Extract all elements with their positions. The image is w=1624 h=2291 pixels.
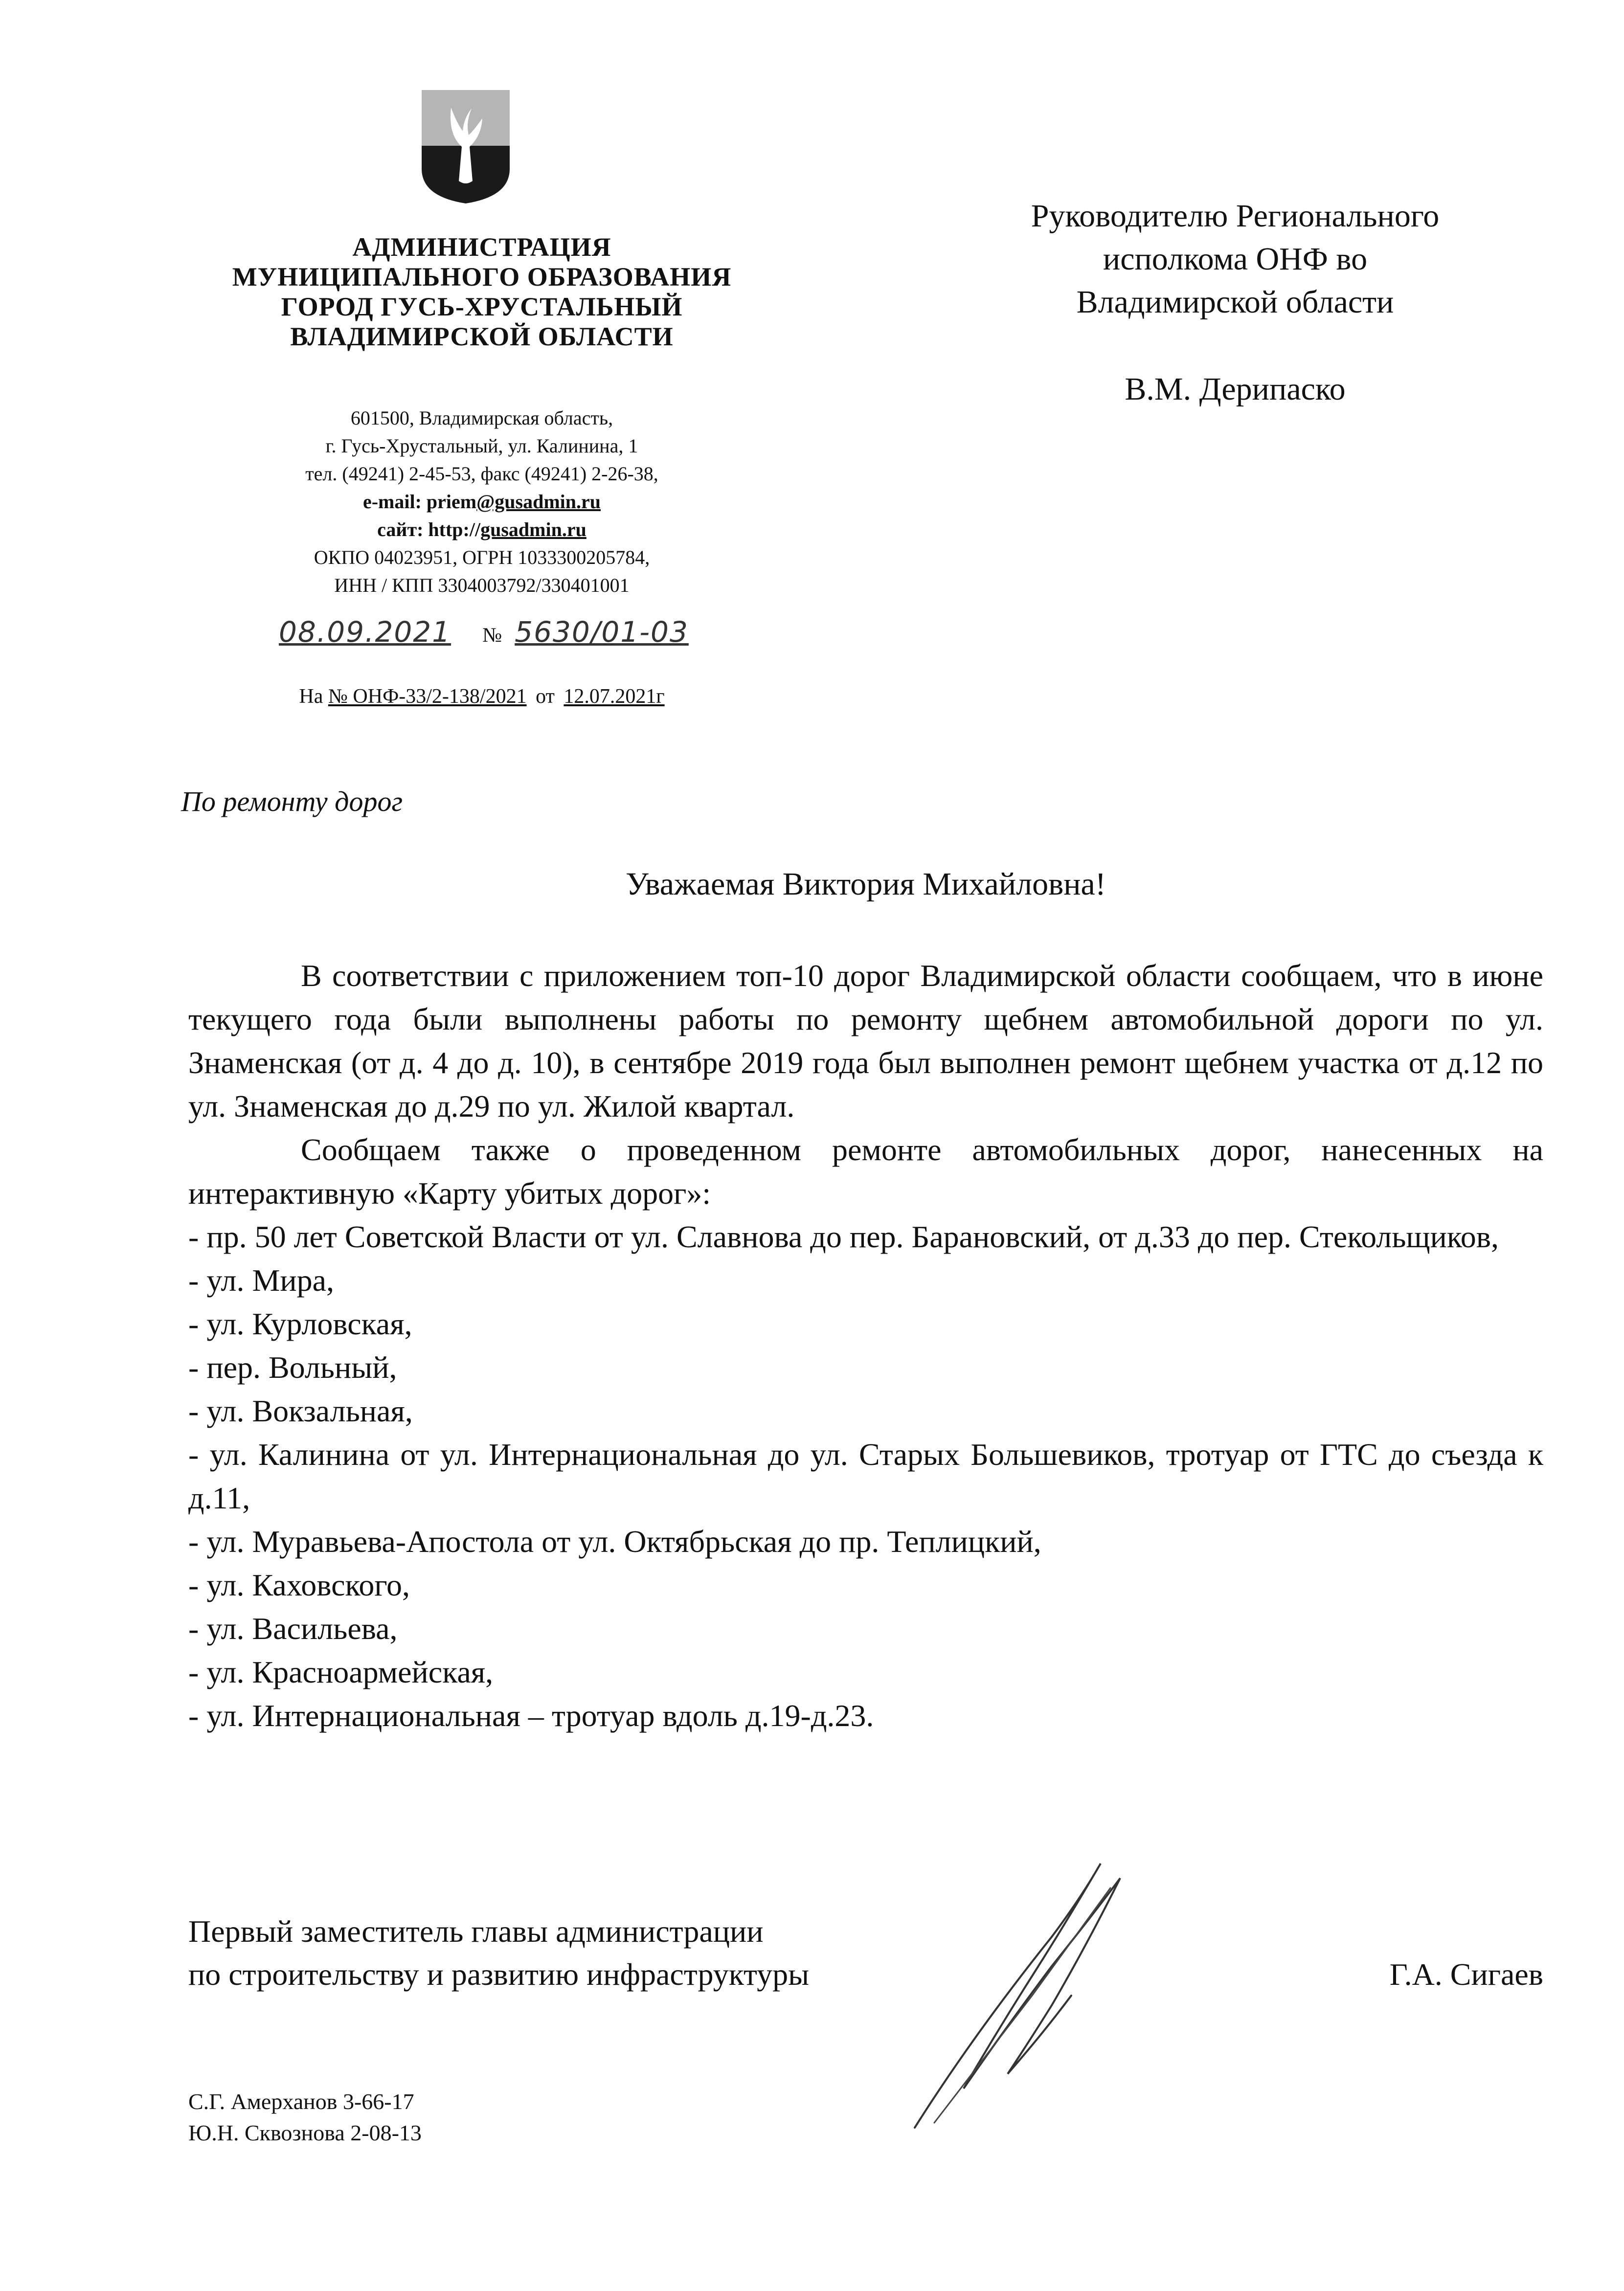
signer-position-line: по строительству и развитию инфраструктуры <box>188 1957 810 1992</box>
reference-number: № ОНФ-33/2-138/2021 <box>328 685 527 708</box>
list-item: - пер. Вольный, <box>188 1350 397 1385</box>
email-link[interactable]: @gusadmin.ru <box>476 491 601 513</box>
paragraph-2: Сообщаем также о проведенном ремонте автомобильных дорог, нанесенных на интерактивную «Карту убитых дорог»: <box>188 1132 1543 1211</box>
contacts-block <box>188 2086 422 2149</box>
email-label: e-mail: priem <box>362 491 477 513</box>
email-line <box>161 488 802 516</box>
contact-line: Ю.Н. Сквознова 2-08-13 <box>188 2120 422 2145</box>
reference-line <box>161 685 802 708</box>
outgoing-reg-number: 5630/01-03 <box>515 615 689 649</box>
city-emblem-icon <box>420 88 512 204</box>
phone-line: тел. (49241) 2-45-53, факс (49241) 2-26-38, <box>305 463 658 485</box>
list-item: - ул. Каховского, <box>188 1568 410 1602</box>
org-line: ГОРОД ГУСЬ-ХРУСТАЛЬНЫЙ <box>281 292 683 321</box>
recipient-block <box>959 195 1511 411</box>
reference-date: 12.07.2021г <box>564 685 665 708</box>
inn-line: ИНН / КПП 3304003792/330401001 <box>334 574 630 596</box>
list-item: - ул. Красноармейская, <box>188 1655 494 1689</box>
roads-list <box>188 1215 1543 1737</box>
okpo-line: ОКПО 04023951, ОГРН 1033300205784, <box>314 546 650 568</box>
handwritten-signature <box>905 1849 1198 2142</box>
org-line: МУНИЦИПАЛЬНОГО ОБРАЗОВАНИЯ <box>232 262 732 292</box>
recipient-line: Владимирской области <box>1076 284 1394 320</box>
list-item: - ул. Курловская, <box>188 1306 412 1341</box>
org-header <box>161 232 802 352</box>
recipient-line: исполкома ОНФ во <box>1103 241 1368 277</box>
list-item: - ул. Муравьева-Апостола от ул. Октябрьская до пр. Теплицкий, <box>188 1524 1041 1559</box>
outgoing-date: 08.09.2021 <box>279 615 451 649</box>
site-label: сайт: http:// <box>377 518 481 540</box>
recipient-line: Руководителю Регионального <box>1031 198 1440 234</box>
signer-position <box>188 1910 809 1996</box>
letter-subject: По ремонту дорог <box>181 786 403 817</box>
outgoing-no-label: № <box>482 624 502 647</box>
site-line <box>161 516 802 543</box>
contact-line: С.Г. Амерханов 3-66-17 <box>188 2089 414 2114</box>
site-link[interactable]: gusadmin.ru <box>480 518 586 540</box>
letter-body <box>188 954 1543 1737</box>
signer-name: Г.А. Сигаев <box>1389 1957 1543 1992</box>
list-item: - ул. Вокзальная, <box>188 1393 413 1428</box>
list-item: - ул. Интернациональная – тротуар вдоль д.19-д.23. <box>188 1698 874 1733</box>
salutation: Уважаемая Виктория Михайловна! <box>626 866 1106 902</box>
address-line: 601500, Владимирская область, <box>350 407 613 429</box>
list-item: - пр. 50 лет Советской Власти от ул. Славнова до пер. Барановский, от д.33 до пер. Стекольщиков, <box>188 1219 1499 1254</box>
org-line: ВЛАДИМИРСКОЙ ОБЛАСТИ <box>290 322 674 351</box>
list-item: - ул. Васильева, <box>188 1611 398 1646</box>
org-line: АДМИНИСТРАЦИЯ <box>352 232 611 262</box>
list-item: - ул. Калинина от ул. Интернациональная до ул. Старых Большевиков, тротуар от ГТС до съезда к д.11, <box>188 1437 1543 1515</box>
outgoing-number <box>279 615 689 649</box>
reference-prefix: На <box>299 685 323 708</box>
signer-position-line: Первый заместитель главы администрации <box>188 1914 764 1949</box>
address-line: г. Гусь-Хрустальный, ул. Калинина, 1 <box>325 435 638 457</box>
org-address-block <box>161 404 802 599</box>
reference-from-label: от <box>536 685 555 708</box>
recipient-name: В.М. Дерипаско <box>1125 371 1346 407</box>
paragraph-1: В соответствии с приложением топ-10 дорог Владимирской области сообщаем, что в июне текущего года были выполнены работы по ремонту щебнем автомобильной дороги по ул. Знаменская (от д. 4 до д. 10), в сентябре 2019 года был выполнен ремонт щебнем участка от д.12 по ул. Знаменская до д.29 по ул. Жилой квартал. <box>188 958 1543 1123</box>
list-item: - ул. Мира, <box>188 1263 334 1298</box>
